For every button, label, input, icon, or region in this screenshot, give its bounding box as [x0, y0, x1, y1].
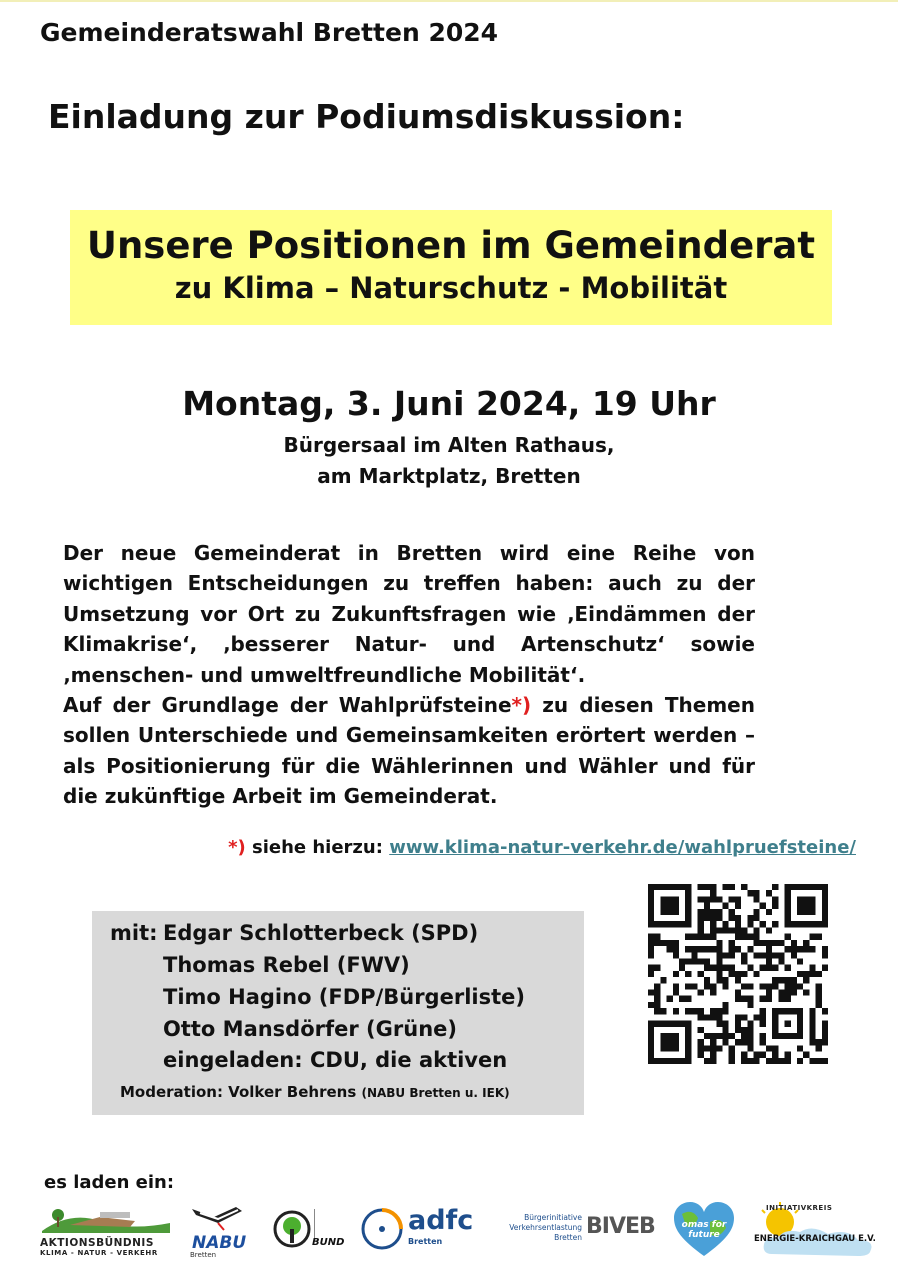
moderation — [120, 1083, 510, 1101]
logo-text: adfc — [408, 1205, 474, 1236]
biveb-line: Verkehrsentlastung — [509, 1223, 582, 1232]
body-text-part: Auf der Grundlage der Wahlprüfsteine — [63, 693, 512, 718]
invited-parties: eingeladen: CDU, die aktiven — [163, 1048, 508, 1072]
adfc-wheel-icon — [360, 1207, 404, 1251]
logo-text: NABU — [192, 1233, 247, 1253]
logo-text: omas for future — [681, 1220, 727, 1240]
footnote-marker: *) — [228, 837, 246, 858]
logo-subtext: INITIATIVKREIS — [766, 1204, 833, 1212]
logo-text: ENERGIE-KRAICHGAU E.V. — [754, 1234, 876, 1244]
body-text — [63, 538, 755, 812]
event-date: Montag, 3. Juni 2024, 19 Uhr — [182, 384, 716, 423]
top-border — [0, 0, 898, 2]
body-paragraph-2 — [63, 690, 755, 812]
logo-subtext: KLIMA - NATUR - VERKEHR — [40, 1249, 158, 1257]
logo-text: AKTIONSBÜNDNIS — [40, 1237, 154, 1249]
logo-subtext: Bretten — [190, 1251, 217, 1259]
wahlpruefsteine-link[interactable]: www.klima-natur-verkehr.de/wahlpruefsteine/ — [389, 837, 856, 858]
moderation-org: (NABU Bretten u. IEK) — [361, 1086, 510, 1100]
speaker-name: Otto Mansdörfer (Grüne) — [163, 1017, 457, 1041]
stork-icon — [188, 1203, 248, 1231]
footnote-text: siehe hierzu: — [245, 837, 390, 858]
body-text-part: zu diesen Themen sollen Unterschiede und Gemeinsamkeiten erörtert werden – als Positionierung für die Wählerinnen und Wähler und für die zukünftige Arbeit im Gemeinderat. — [63, 693, 755, 809]
banner-subheadline: zu Klima – Naturschutz - Mobilität — [174, 271, 728, 305]
speaker-name: Edgar Schlotterbeck (SPD) — [163, 921, 479, 945]
energie-kraichgau-logo — [752, 1202, 877, 1258]
nabu-logo — [188, 1203, 258, 1258]
headline-banner — [70, 210, 832, 325]
bund-logo — [272, 1203, 350, 1258]
page-subtitle: Einladung zur Podiumsdiskussion: — [48, 97, 685, 136]
bund-icon — [272, 1209, 312, 1249]
event-venue — [0, 430, 898, 492]
speaker-box — [92, 911, 584, 1115]
venue-line-2: am Marktplatz, Bretten — [317, 464, 581, 488]
moderation-label: Moderation: Volker Behrens — [120, 1083, 362, 1101]
biveb-logo: BIVEB — [586, 1214, 655, 1239]
page-title: Gemeinderatswahl Bretten 2024 — [40, 18, 499, 47]
biveb-text — [492, 1213, 582, 1253]
logo-text: BUND — [312, 1237, 345, 1248]
footnote — [228, 837, 856, 858]
qr-code[interactable] — [648, 884, 828, 1064]
landscape-icon — [40, 1203, 172, 1233]
biveb-line: Bürgerinitiative — [524, 1213, 582, 1222]
venue-line-1: Bürgersaal im Alten Rathaus, — [283, 433, 615, 457]
speaker-name: Thomas Rebel (FWV) — [163, 953, 410, 977]
invite-label: es laden ein: — [44, 1172, 175, 1193]
speaker-name: Timo Hagino (FDP/Bürgerliste) — [163, 985, 525, 1009]
adfc-logo — [360, 1203, 480, 1258]
aktionsbuendnis-logo — [40, 1203, 172, 1258]
bund-small-text — [314, 1209, 350, 1239]
biveb-line: Bretten — [554, 1233, 582, 1242]
speakers-prefix: mit: — [110, 921, 158, 945]
logo-subtext: Bretten — [408, 1237, 443, 1246]
omas-for-future-logo — [672, 1200, 736, 1258]
footnote-marker: *) — [511, 693, 532, 718]
banner-headline: Unsere Positionen im Gemeinderat — [86, 224, 816, 267]
body-paragraph-1: Der neue Gemeinderat in Bretten wird eine Reihe von wichtigen Entscheidungen zu treffen haben: auch zu der Umsetzung vor Ort zu Zukunftsfragen wie ‚Eindämmen der Klimakrise‘, ‚besserer Natur- und Artenschutz‘ sowie ‚menschen- und umweltfreundliche Mobilität‘. — [63, 541, 755, 687]
